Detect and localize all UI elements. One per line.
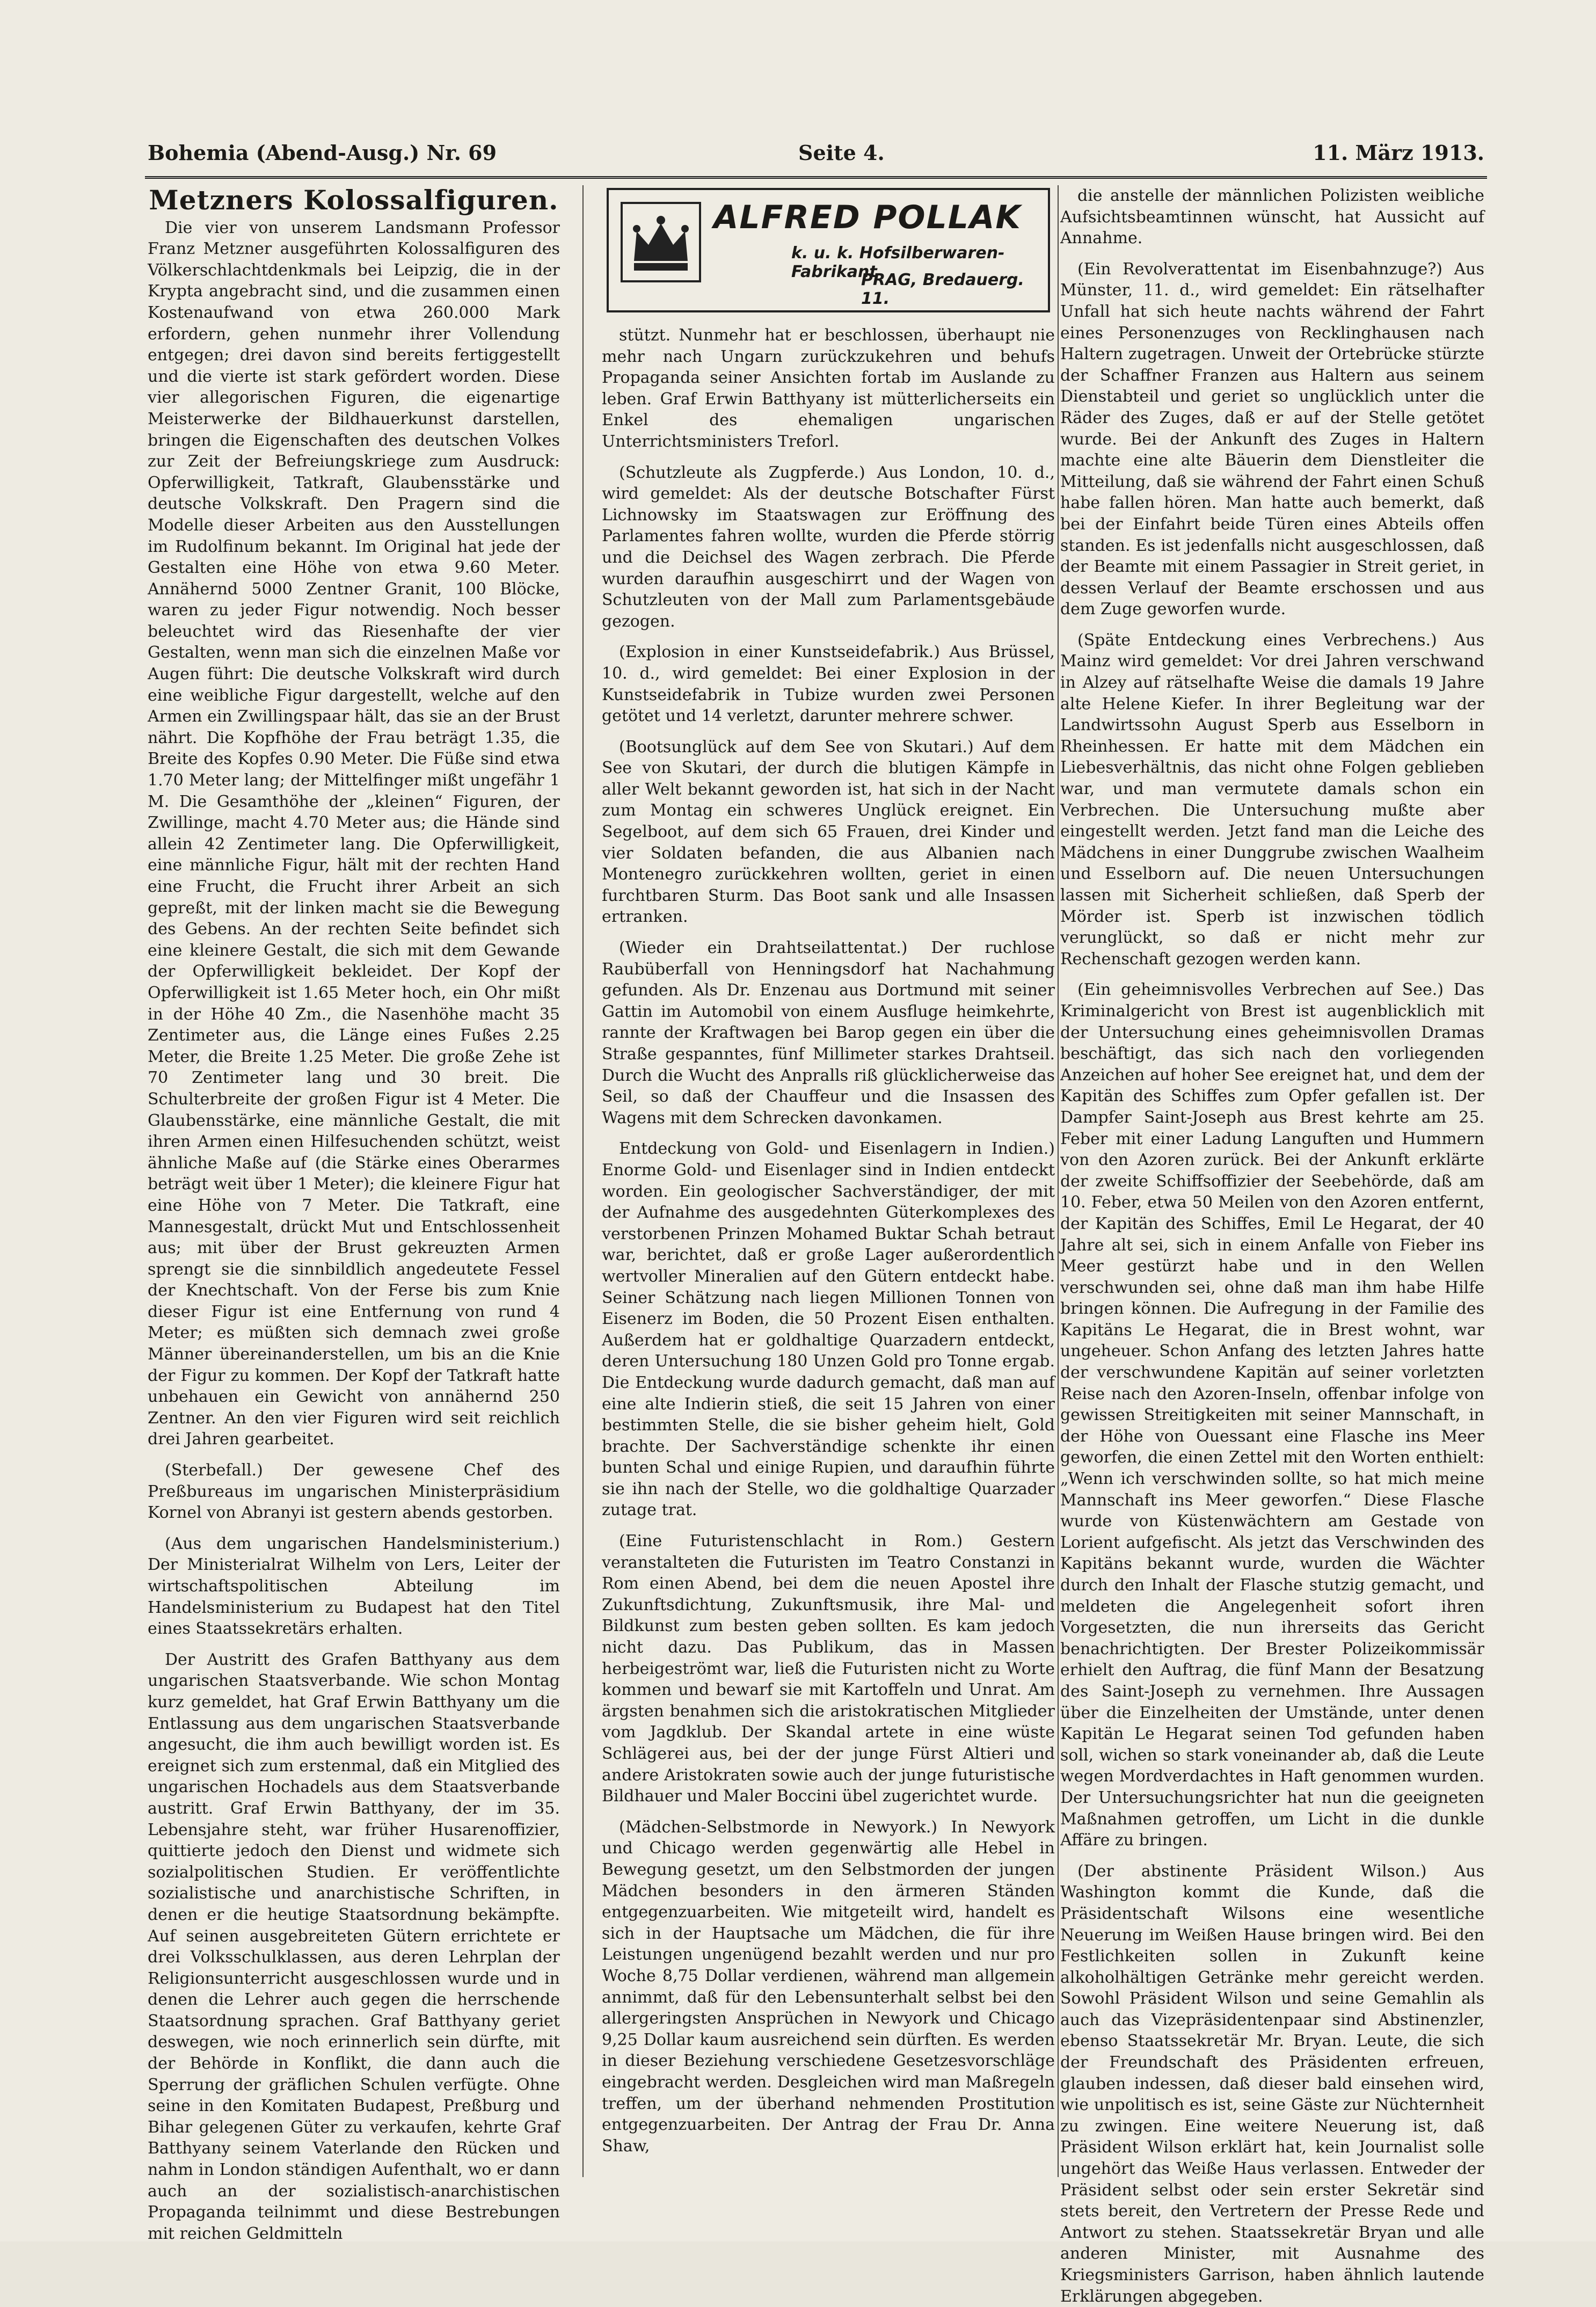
article-title: Metzners Kolossalfiguren. [149, 184, 559, 216]
news-item: (Schutzleute als Zugpferde.) Aus London, 10. d., wird gemeldet: Als der deutsche Botschafter Fürst Lichnowsky im Staatswagen zur Eröffnung des Parlamentes fahren wollte, wurden die Pferde störrig und die Deichsel des Wagen zerbrach. Die Pferde wurden daraufhin ausgeschirrt und der Wagen von Schutzleuten von der Mall zum Parlamentsgebäude gezogen. [602, 463, 1055, 631]
advertisement [607, 188, 1050, 312]
news-item: (Aus dem ungarischen Handelsministerium.) Der Ministerialrat Wilhelm von Lers, Leiter der wirtschaftspolitischen Abteilung im Handelsministerium zu Budapest hat den Titel eines Staatssekretärs erhalten. [148, 1534, 560, 1639]
ad-tagline: k. u. k. Hofsilberwaren-Fabrikant [791, 244, 1005, 281]
page-number: Seite 4. [798, 141, 885, 165]
news-item: (Wieder ein Drahtseilattentat.) Der ruchlose Raubüberfall von Henningsdorf hat Nachahmung gefunden. Als Dr. Enzenau aus Dortmund mit seiner Gattin im Automobil von einem Ausfluge heimkehrte, rannte der Kraftwagen bei Barop gegen ein über die Straße gespanntes, fünf Millimeter starkes Drahtseil. Durch die Wucht des Anpralls riß glücklicherweise das Seil, so daß der Chauffeur und die Insassen des Wagens mit dem Schrecken davonkamen. [602, 938, 1055, 1127]
column-rule [1058, 185, 1059, 2177]
page-header [148, 141, 1484, 173]
news-item: (Späte Entdeckung eines Verbrechens.) Aus Mainz wird gemeldet: Vor drei Jahren verschwand in Alzey auf rätselhafte Weise die damals 19 Jahre alte Helene Kiefer. In ihrer Begleitung war der Landwirtssohn August Sperb aus Esselborn in Rheinhessen. Er hatte mit dem Mädchen ein Liebesverhältnis, das nicht ohne Folgen geblieben war, und man vermutete damals schon ein Verbrechen. Die Untersuchung mußte aber eingestellt werden. Jetzt fand man die Leiche des Mädchens in einer Dunggrube zwischen Waalheim und Esselborn auf. Die neuen Untersuchungen lassen mit Sicherheit schließen, daß Sperb der Mörder ist. Sperb ist inzwischen tödlich verunglückt, so daß er nicht mehr zur Rechenschaft gezogen werden kann. [1060, 630, 1484, 969]
issue-date: 11. März 1913. [1313, 141, 1484, 165]
news-item: Entdeckung von Gold- und Eisenlagern in Indien.) Enorme Gold- und Eisenlager sind in Indien entdeckt worden. Ein geologischer Sachverständiger, der mit der Aufnahme des ausgedehnten Güterkomplexes des verstorbenen Prinzen Mohamed Buktar Schah betraut war, berichtet, daß er große Lager außerordentlich wertvoller Mineralien auf den Gütern entdeckt habe. Seiner Schätzung nach liegen Millionen Tonnen von Eisenerz im Boden, die 50 Prozent Eisen enthalten. Außerdem hat er goldhaltige Quarzadern entdeckt, deren Untersuchung 180 Unzen Gold pro Tonne ergab. Die Entdeckung wurde dadurch gemacht, daß man auf eine alte Indierin stieß, die seit 15 Jahren von einer bestimmten Stelle, die sie bisher geheim hielt, Gold brachte. Der Sachverständige schenkte ihr einen bunten Schal und einige Rupien, und daraufhin führte sie ihn nach der Stelle, wo die goldhaltige Quarzader zutage trat. [602, 1139, 1055, 1520]
column-rule [582, 185, 584, 2177]
news-item: stützt. Nunmehr hat er beschlossen, überhaupt nie mehr nach Ungarn zurückzukehren und behufs Propaganda seiner Ansichten fortab im Auslande zu leben. Graf Erwin Batthyany ist mütterlicherseits ein Enkel des ehemaligen ungarischen Unterrichtsministers Treforl. [602, 326, 1055, 451]
ad-address: PRAG, Bredauerg. 11. [861, 271, 1024, 308]
news-item: Der Austritt des Grafen Batthyany aus dem ungarischen Staatsverbande. Wie schon Montag kurz gemeldet, hat Graf Erwin Batthyany um die Entlassung aus dem ungarischen Staatsverbande angesucht, die ihm auch bewilligt worden ist. Es ereignet sich zum erstenmal, daß ein Mitglied des ungarischen Hochadels aus dem Staatsverbande austritt. Graf Erwin Batthyany, der im 35. Lebensjahre steht, war früher Husarenoffizier, quittierte jedoch den Dienst und widmete sich sozialpolitischen Studien. Er veröffentlichte sozialistische und anarchistische Schriften, in denen er die heutige Staatsordnung bekämpfte. Auf seinen ausgebreiteten Gütern errichtete er drei Volksschulklassen, aus deren Lehrplan der Religionsunterricht ausgeschlossen wurde und in denen die Lehrer auch gegen die herrschende Staatsordnung sprachen. Graf Batthyany geriet deswegen, wie noch erinnerlich sein dürfte, mit der Behörde in Konflikt, die dann auch die Sperrung der gräflichen Schulen verfügte. Ohne seine in den Komitaten Budapest, Preßburg und Bihar gelegenen Güter zu verkaufen, kehrte Graf Batthyany seinem Vaterlande den Rücken und nahm in London ständigen Aufenthalt, wo er dann auch an der sozialistisch-anarchistischen Propaganda teilnimmt und diese Bestrebungen mit reichen Geldmitteln [148, 1650, 560, 2243]
news-item: (Ein geheimnisvolles Verbrechen auf See.) Das Kriminalgericht von Brest ist augenblicklich mit der Untersuchung eines geheimnisvollen Dramas beschäftigt, das sich nach den vorliegenden Anzeichen auf hoher See ereignet hat, und dem der Kapitän des Schiffes zum Opfer gefallen ist. Der Dampfer Saint-Joseph aus Brest kehrte am 25. Feber mit einer Ladung Languften und Hummern von den Azoren zurück. Bei der Ankunft erklärte der zweite Schiffsoffizier der Seebehörde, daß am 10. Feber, etwa 50 Meilen von den Azoren entfernt, der Kapitän des Schiffes, Emil Le Hegarat, der 40 Jahre alt sei, sich in einem Anfalle von Fieber ins Meer gestürzt habe und in den Wellen verschwunden sei, ohne daß man ihm habe Hilfe bringen können. Die Aufregung in der Familie des Kapitäns Le Hegarat, die in Brest wohnt, war ungeheuer. Schon Anfang des letzten Jahres hatte der verschwundene Kapitän auf seiner vorletzten Reise nach den Azoren-Inseln, offenbar infolge von gewissen Streitigkeiten mit seiner Mannschaft, in der Höhe von Ouessant eine Flasche ins Meer geworfen, die einen Zettel mit den Worten enthielt: „Wenn ich verschwinden sollte, so hat mich meine Mannschaft ins Meer geworfen.“ Diese Flasche wurde von Küstenwächtern am Gestade von Lorient aufgefischt. Als jetzt das Verschwinden des Kapitäns bekannt wurde, wurden die Wächter durch den Inhalt der Flasche stutzig gemacht, und meldeten die Angelegenheit sofort ihren Vorgesetzten, die nun ihrerseits das Gericht benachrichtigten. Der Brester Polizeikommissär erhielt den Auftrag, die fünf Mann der Besatzung des Saint-Joseph zu vernehmen. Ihre Aussagen über die Einzelheiten der Umstände, unter denen Kapitän Le Hegarat seinen Tod gefunden haben soll, wichen so stark voneinander ab, daß die Leute wegen Mordverdachtes in Haft genommen wurden. Der Untersuchungsrichter hat nun die geeigneten Maßnahmen getroffen, um Licht in die dunkle Affäre zu bringen. [1060, 980, 1484, 1850]
ad-company-name: ALFRED POLLAK [713, 199, 1022, 236]
article-paragraph: Die vier von unserem Landsmann Professor Franz Metzner ausgeführten Kolossalfiguren des Völkerschlachtdenkmals bei Leipzig, die in der Krypta angebracht sind, und die zusammen einen Kostenaufwand von etwa 260.000 Mark erfordern, gehen nunmehr ihrer Vollendung entgegen; drei davon sind bereits fertiggestellt und die vierte ist stark gefördert worden. Diese vier allegorischen Figuren, die eigenartige Meisterwerke der Bildhauerkunst darstellen, bringen die Eigenschaften des deutschen Volkes zur Zeit der Befreiungskriege zum Ausdruck: Opferwilligkeit, Tatkraft, Glaubensstärke und deutsche Volkskraft. Den Pragern sind die Modelle dieser Arbeiten aus den Ausstellungen im Rudolfinum bekannt. Im Original hat jede der Gestalten eine Höhe von etwa 9.60 Meter. Annähernd 5000 Zentner Granit, 100 Blöcke, waren zu jeder Figur notwendig. Noch besser beleuchtet wird das Riesenhafte der vier Gestalten, wenn man sich die einzelnen Maße vor Augen führt: Die deutsche Volkskraft wird durch eine weibliche Figur dargestellt, welche auf den Armen ein Zwillingspaar hält, das sie an der Brust nährt. Die Kopfhöhe der Frau beträgt 1.35, die Breite des Kopfes 0.90 Meter. Die Füße sind etwa 1.70 Meter lang; der Mittelfinger mißt ungefähr 1 M. Die Gesamthöhe der „kleinen“ Figuren, der Zwillinge, macht 4.70 Meter aus; die Hände sind allein 42 Zentimeter lang. Die Opferwilligkeit, eine männliche Figur, hält mit der rechten Hand eine Frucht, die Frucht ihrer Arbeit an sich gepreßt, mit der linken macht sie die Bewegung des Gebens. An der rechten Seite befindet sich eine kleinere Gestalt, die sich mit dem Gewande der Opferwilligkeit bekleidet. Der Kopf der Opferwilligkeit ist 1.65 Meter hoch, ein Ohr mißt in der Höhe 40 Zm., die Nasenhöhe macht 35 Zentimeter aus, die Länge eines Fußes 2.25 Meter, die Breite 1.25 Meter. Die große Zehe ist 70 Zentimeter lang und 30 breit. Die Schulterbreite der großen Figur ist 4 Meter. Die Glaubensstärke, eine männliche Gestalt, die mit ihren Armen einen Hilfesuchenden schützt, weist ähnliche Maße auf (die Stärke eines Oberarmes beträgt weit über 1 Meter); die kleinere Figur hat eine Höhe von 7 Meter. Die Tatkraft, eine Mannesgestalt, drückt Mut und Entschlossenheit aus; mit über der Brust gekreuzten Armen sprengt sie die sinnbildlich angedeutete Fessel der Knechtschaft. Von der Ferse bis zum Knie dieser Figur ist eine Entfernung von rund 4 Meter; es müßten sich demnach zwei große Männer übereinanderstellen, um bis an die Knie der Figur zu kommen. Der Kopf der Tatkraft hatte unbehauen ein Gewicht von annähernd 250 Zentner. An den vier Figuren wird seit reichlich drei Jahren gearbeitet. [148, 218, 560, 1449]
masthead-issue: Bohemia (Abend-Ausg.) Nr. 69 [148, 141, 497, 165]
column-2 [602, 325, 1055, 2172]
news-item: (Explosion in einer Kunstseidefabrik.) Aus Brüssel, 10. d., wird gemeldet: Bei einer Explosion in der Kunstseidefabrik in Tubize wurden zwei Personen getötet und 14 verletzt, darunter mehrere schwer. [602, 643, 1055, 726]
news-item: die anstelle der männlichen Polizisten weibliche Aufsichtsbeamtinnen wünscht, hat Aussicht auf Annahme. [1060, 186, 1484, 248]
news-item: (Bootsunglück auf dem See von Skutari.) Auf dem See von Skutari, der durch die blutigen Kämpfe in aller Welt bekannt geworden ist, hat sich in der Nacht zum Montag ein schweres Unglück ereignet. Ein Segelboot, auf dem sich 65 Frauen, drei Kinder und vier Soldaten befanden, die aus Albanien nach Montenegro zurückkehren wollten, geriet in einen furchtbaren Sturm. Das Boot sank und alle Insassen ertranken. [602, 737, 1055, 927]
news-item: (Ein Revolverattentat im Eisenbahnzuge?) Aus Münster, 11. d., wird gemeldet: Ein rätselhafter Unfall hat sich heute nachts während der Fahrt eines Personenzuges von Recklinghausen nach Haltern zugetragen. Unweit der Ortebrücke stürzte der Schaffner Franzen aus Haltern aus seinem Dienstabteil und geriet so unglücklich unter die Räder des Zuges, daß er auf der Stelle getötet wurde. Bei der Ankunft des Zuges in Haltern machte eine alte Bäuerin dem Dienstleiter die Mitteilung, daß sie während der Fahrt einen Schuß habe fallen hören. Man hatte auch bemerkt, daß bei der Einfahrt beide Türen eines Abteils offen standen. Es ist jedenfalls nicht ausgeschlossen, daß der Beamte mit einem Passagier in Streit geriet, in dessen Verlauf der Beamte erschossen und aus dem Zuge geworfen wurde. [1060, 259, 1484, 619]
news-item: (Sterbefall.) Der gewesene Chef des Preßbureaus im ungarischen Ministerpräsidium Kornel von Abranyi ist gestern abends gestorben. [148, 1461, 560, 1523]
column-3 [1060, 185, 1484, 2306]
news-item: (Eine Futuristenschlacht in Rom.) Gestern veranstalteten die Futuristen im Teatro Constanzi in Rom einen Abend, bei dem die neuen Apostel ihre Zukunftsdichtung, Zukunftsmusik, ihre Mal- und Bildkunst zum besten geben sollten. Es kam jedoch nicht dazu. Das Publikum, das in Massen herbeigeströmt war, ließ die Futuristen nicht zu Worte kommen und bewarf sie mit Kartoffeln und Unrat. Am ärgsten benahmen sich die aristokratischen Mitglieder vom Jagdklub. Der Skandal artete in eine wüste Schlägerei aus, bei der der junge Fürst Altieri und andere Aristokraten sowie auch der junge futuristische Bildhauer und Maler Boccini übel zugerichtet wurde. [602, 1532, 1055, 1806]
header-rule [145, 176, 1487, 179]
column-1 [148, 184, 560, 2243]
crown-logo [621, 202, 701, 282]
news-item: (Mädchen-Selbstmorde in Newyork.) In Newyork und Chicago werden gegenwärtig alle Hebel in Bewegung gesetzt, um den Selbstmorden der jungen Mädchen besonders in den ärmeren Ständen entgegenzuarbeiten. Wie mitgeteilt wird, handelt es sich in der Hauptsache um Mädchen, die für ihre Leistungen ungenügend bezahlt werden und nur pro Woche 8,75 Dollar verdienen, während man allgemein annimmt, daß für den Lebensunterhalt selbst bei den allergeringsten Ansprüchen in Newyork und Chicago 9,25 Dollar kaum ausreichend sein dürften. Es werden in dieser Beziehung verschiedene Gesetzesvorschläge eingebracht werden. Desgleichen wird man Maßregeln treffen, um der überhand nehmenden Prostitution entgegenzuarbeiten. Der Antrag der Frau Dr. Anna Shaw, [602, 1817, 1055, 2156]
news-item: (Der abstinente Präsident Wilson.) Aus Washington kommt die Kunde, daß die Präsidentschaft Wilsons eine wesentliche Neuerung im Weißen Hause bringen wird. Bei den Festlichkeiten sollen in Zukunft keine alkoholhältigen Getränke mehr gereicht werden. Sowohl Präsident Wilson und seine Gemahlin als auch das Vizepräsidentenpaar sind Abstinenzler, ebenso Staatssekretär Mr. Bryan. Leute, die sich der Freundschaft des Präsidenten erfreuen, glauben indessen, daß dieser bald einsehen wird, wie unpolitisch es ist, seine Gäste zur Nüchternheit zu zwingen. Eine weitere Neuerung ist, daß Präsident Wilson erklärt hat, kein Journalist solle ungehört das Weiße Haus verlassen. Entweder der Präsident selbst oder sein erster Sekretär sind stets bereit, den Vertretern der Presse Rede und Antwort zu stehen. Staatssekretär Bryan und alle anderen Minister, mit Ausnahme des Kriegsministers Garrison, haben ähnlich lautende Erklärungen abgegeben. [1060, 1861, 1484, 2306]
